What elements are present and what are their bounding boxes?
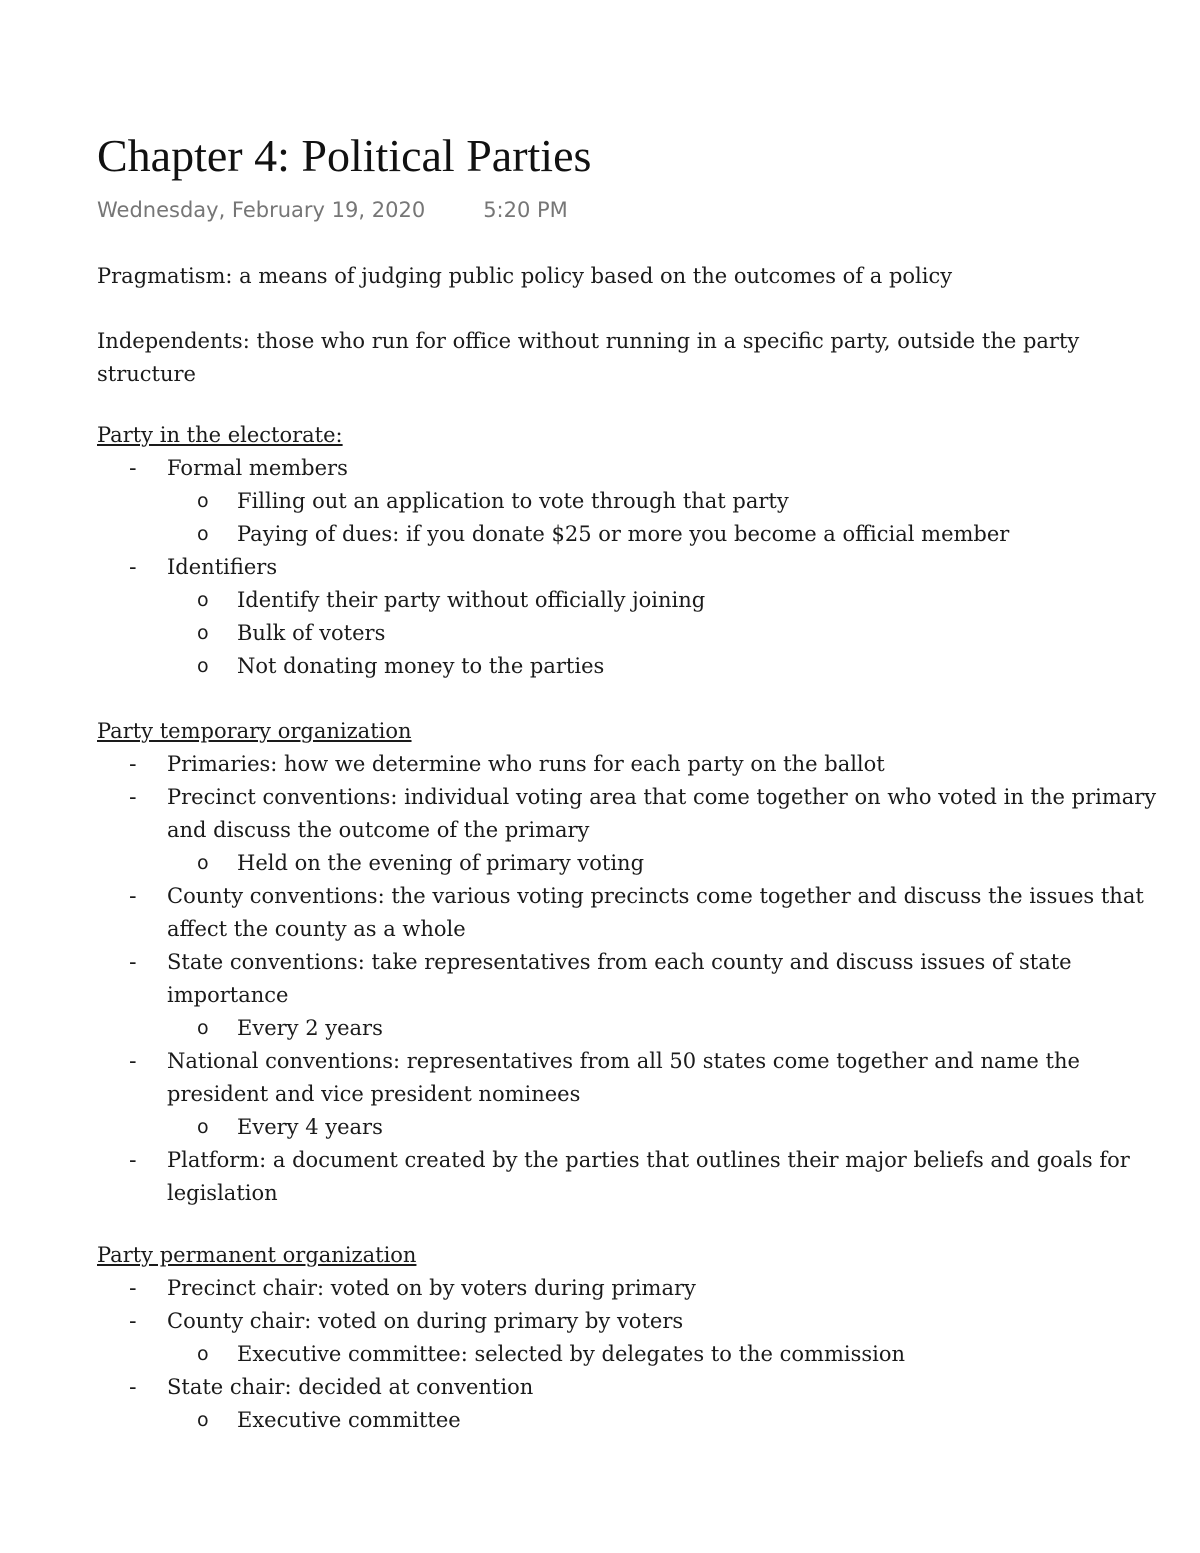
sub-list-item-text: Bulk of voters [237,621,386,645]
list-item-text-continued: affect the county as a whole [167,917,466,941]
sub-list-item-text: Paying of dues: if you donate $25 or more you become a official member [237,522,1010,546]
list-item [97,748,1200,781]
list-item-text-continued: importance [167,983,289,1007]
permanent-list [97,1272,1200,1437]
circle-bullet: o [197,622,209,644]
circle-bullet: o [197,1343,209,1365]
section-heading-temporary: Party temporary organization [97,719,412,743]
list-item-text: State chair: decided at convention [167,1375,534,1399]
dash-bullet: - [129,1276,137,1300]
sub-list-item [97,584,1200,617]
sub-list-item [97,1338,1200,1371]
sub-list-item-text: Every 4 years [237,1115,383,1139]
list-item [97,452,1200,551]
list-item-text-continued: president and vice president nominees [167,1082,581,1106]
sub-list-item [97,485,1200,518]
circle-bullet: o [197,589,209,611]
list-item-text: Identifiers [167,555,278,579]
sub-list-item [97,518,1200,551]
dash-bullet: - [129,1375,137,1399]
independents-line-2: structure [97,362,196,386]
list-item-text-continued: legislation [167,1181,278,1205]
list-item [97,946,1200,1045]
sub-list-item [97,1012,1200,1045]
list-item-text: Primaries: how we determine who runs for each party on the ballot [167,752,885,776]
list-item-text: National conventions: representatives from all 50 states come together and name the [167,1049,1080,1073]
circle-bullet: o [197,490,209,512]
page-title: Chapter 4: Political Parties [97,130,592,181]
list-item [97,1144,1200,1210]
dash-bullet: - [129,456,137,480]
list-item [97,1045,1200,1144]
sub-list-item-text: Identify their party without officially joining [237,588,706,612]
dash-bullet: - [129,785,137,809]
note-time: 5:20 PM [483,198,568,222]
section-heading-electorate: Party in the electorate: [97,423,343,447]
list-item-text: State conventions: take representatives from each county and discuss issues of state [167,950,1072,974]
list-item [97,1371,1200,1437]
sub-list-item [97,617,1200,650]
dash-bullet: - [129,1309,137,1333]
list-item-text: Platform: a document created by the parties that outlines their major beliefs and goals for [167,1148,1130,1172]
independents-definition [97,325,1200,391]
sub-list-item-text: Every 2 years [237,1016,383,1040]
circle-bullet: o [197,852,209,874]
dash-bullet: - [129,752,137,776]
circle-bullet: o [197,1017,209,1039]
sub-list-item-text: Not donating money to the parties [237,654,605,678]
sub-list-item-text: Executive committee [237,1408,461,1432]
sub-list-item-text: Executive committee: selected by delegates to the commission [237,1342,906,1366]
list-item-text-continued: and discuss the outcome of the primary [167,818,590,842]
dash-bullet: - [129,1049,137,1073]
dash-bullet: - [129,884,137,908]
list-item-text: County chair: voted on during primary by voters [167,1309,684,1333]
list-item [97,1272,1200,1305]
circle-bullet: o [197,655,209,677]
list-item-text: County conventions: the various voting precincts come together and discuss the issues that [167,884,1144,908]
dateline [97,198,1200,228]
list-item-text: Formal members [167,456,348,480]
list-item [97,781,1200,880]
electorate-list [97,452,1200,683]
sub-list-item [97,650,1200,683]
list-item [97,551,1200,683]
list-item-text: Precinct chair: voted on by voters during primary [167,1276,696,1300]
note-page [97,128,1200,1437]
circle-bullet: o [197,1409,209,1431]
note-date: Wednesday, February 19, 2020 [97,198,426,222]
section-heading-permanent: Party permanent organization [97,1243,417,1267]
circle-bullet: o [197,523,209,545]
temporary-list [97,748,1200,1210]
list-item-text: Precinct conventions: individual voting area that come together on who voted in the primary [167,785,1157,809]
sub-list-item [97,1111,1200,1144]
dash-bullet: - [129,1148,137,1172]
sub-list-item [97,1404,1200,1437]
sub-list-item-text: Filling out an application to vote through that party [237,489,789,513]
pragmatism-definition: Pragmatism: a means of judging public policy based on the outcomes of a policy [97,264,953,288]
dash-bullet: - [129,555,137,579]
sub-list-item-text: Held on the evening of primary voting [237,851,645,875]
list-item [97,1305,1200,1371]
sub-list-item [97,847,1200,880]
list-item [97,880,1200,946]
circle-bullet: o [197,1116,209,1138]
independents-line-1: Independents: those who run for office without running in a specific party, outside the party [97,329,1080,353]
dash-bullet: - [129,950,137,974]
